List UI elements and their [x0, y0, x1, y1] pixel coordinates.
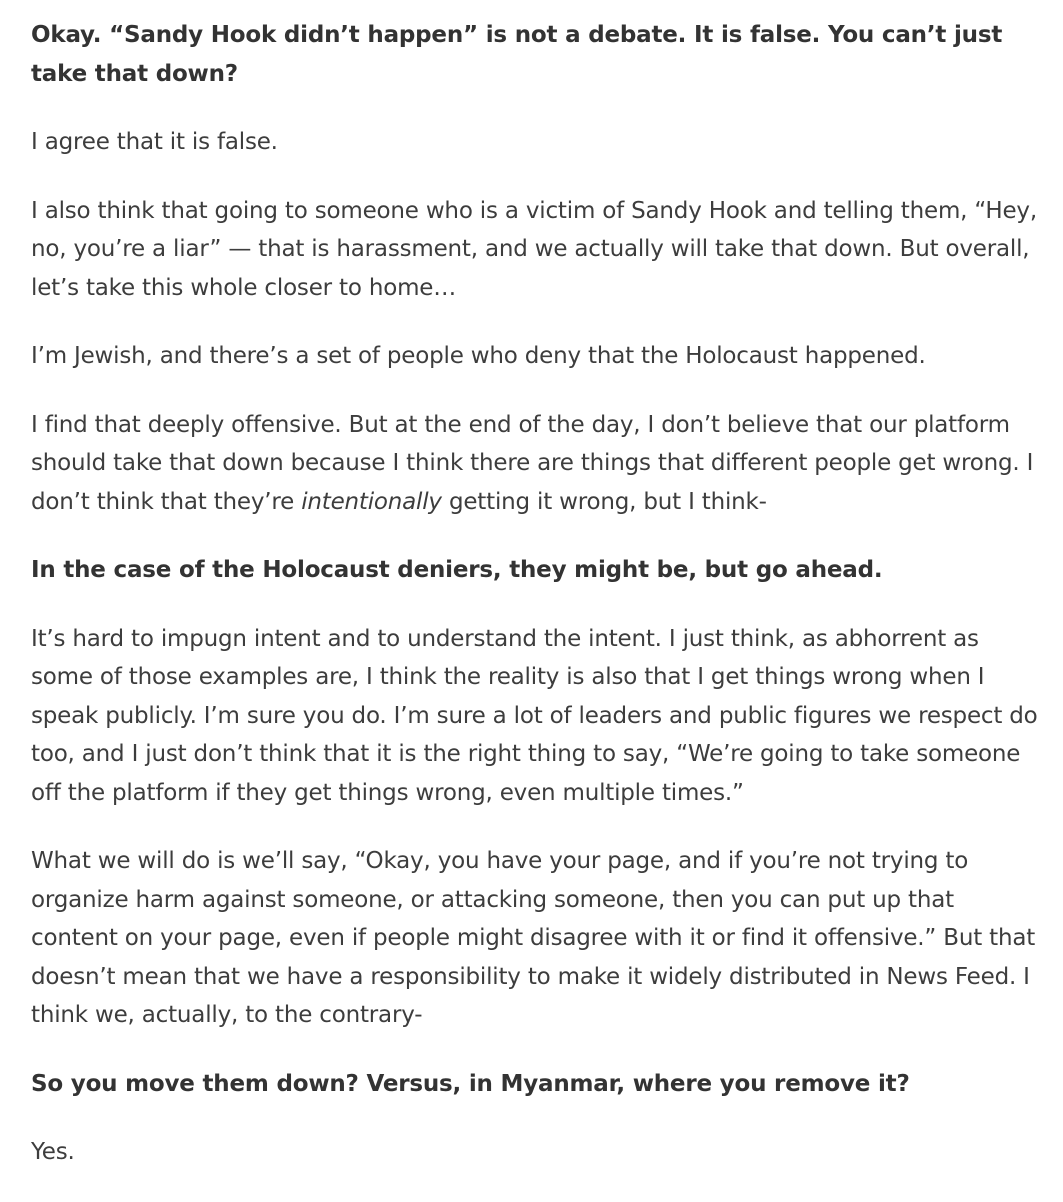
answer-text: I find that deeply offensive. But at the end of the day, I don’t believe that our platform should take that down because I think there are things that different people get wrong. I don’t think that they’re [31, 411, 1034, 515]
interview-question: In the case of the Holocaust deniers, they might be, but go ahead. [31, 557, 883, 583]
answer-text: getting it wrong, but I think- [441, 488, 767, 515]
interview-question: Okay. “Sandy Hook didn’t happen” is not a debate. It is false. You can’t just take that down? [31, 22, 1003, 87]
interview-answer: Yes. [31, 1139, 75, 1165]
article-body [31, 16, 1041, 1202]
interview-answer: I also think that going to someone who is a victim of Sandy Hook and telling them, “Hey, no, you’re a liar” — that is harassment, and we actually will take that down. But overall, let’s take this whole closer to home… [31, 197, 1037, 301]
interview-answer: It’s hard to impugn intent and to understand the intent. I just think, as abhorrent as some of those examples are, I think the reality is also that I get things wrong when I speak publicly. I’m sure you do. I’m sure a lot of leaders and public figures we respect do too, and I just don’t think that it is the right thing to say, “We’re going to take someone off the platform if they get things wrong, even multiple times.” [31, 625, 1038, 806]
interview-answer [31, 406, 1041, 522]
interview-question: So you move them down? Versus, in Myanmar, where you remove it? [31, 1070, 910, 1097]
interview-answer: I agree that it is false. [31, 129, 278, 155]
interview-answer: I’m Jewish, and there’s a set of people who deny that the Holocaust happened. [31, 343, 926, 369]
emphasized-word: intentionally [301, 488, 442, 515]
interview-answer: What we will do is we’ll say, “Okay, you have your page, and if you’re not trying to organize harm against someone, or attacking someone, then you can put up that content on your page, even if people might disagree with it or find it offensive.” But that doesn’t mean that we have a responsibility to make it widely distributed in News Feed. I think we, actually, to the contrary- [31, 848, 1036, 1028]
